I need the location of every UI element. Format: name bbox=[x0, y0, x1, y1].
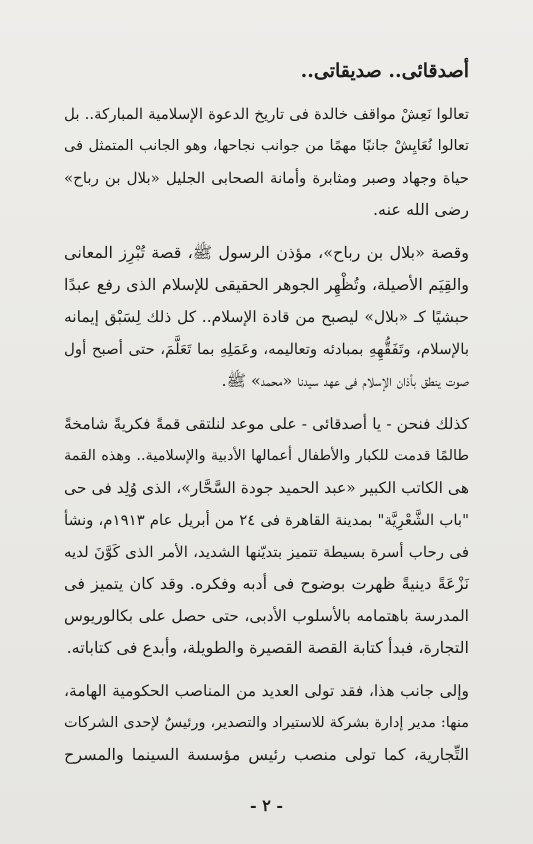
text-line: وقصة «بلال بن رباح»، مؤذن الرسول ﷺ، قصة تُبْرِز المعانى bbox=[64, 243, 469, 262]
page-heading: أصدقائى.. صديقاتى.. bbox=[300, 60, 469, 82]
paragraph-4 bbox=[64, 675, 469, 771]
paragraph-2 bbox=[64, 237, 469, 397]
text-line: كذلك فنحن - يا أصدقائى - على موعد لنلتقى قمةً فكريةً شامخةً bbox=[64, 415, 469, 433]
text-line: وإلى جانب هذا، فقد تولى العديد من المناصب الحكومية الهامة، bbox=[64, 682, 469, 700]
text-line: صوت ينطق بأذان الإسلام فى عهد سيدنا «محمد» ﷺ. bbox=[221, 371, 469, 390]
text-line: فى رحاب أسرة بسيطة تتميز بتديّنها الشديد، الأمر الذى كَوَّنَ لديه bbox=[64, 543, 469, 561]
text-line: طالمًا قدمت للكبار والأطفال أعمالها الأدبية والإسلامية.. وهذه القمة bbox=[64, 448, 469, 464]
text-line: منها: مدير إدارة بشركة للاستيراد والتصدير، ورئيسٌ لإحدى الشركات bbox=[64, 715, 469, 731]
text-line: حبشيًا كـ «بلال» ليصبح من قادة الإسلام.. كل ذلك لِسَبْق إيمانه bbox=[64, 308, 469, 326]
paragraph-1 bbox=[64, 98, 469, 226]
text-line: والقِيَم الأصيلة، وتُظْهِر الجوهر الحقيقى للإسلام الذى رفع عبدًا bbox=[64, 275, 469, 294]
text-line: هى الكاتب الكبير «عبد الحميد جودة السَّحَّار»، الذى وُلِد فى حى bbox=[64, 479, 469, 497]
text-line: التجارة، فبدأ كتابة القصة القصيرة والطويلة، وأبدع فى كتاباته. bbox=[66, 638, 469, 657]
text-line: تعالوا نُعَايِشْ جانبًا مهمًا من جوانب نجاحها، وهو الجانب المتمثل فى bbox=[64, 138, 469, 154]
text-line: رضى الله عنه. bbox=[372, 200, 469, 219]
text-line: حياة وجهاد وصبر ومثابرة وأمانة الصحابى الجليل «بلال بن رباح» bbox=[64, 169, 469, 187]
text-line: نَزْعَةً دينيةً ظهرت بوضوح فى أدبه وفكره. وقد كان يتميز فى bbox=[64, 574, 469, 593]
text-line: المدرسة باهتمامه بالأسلوب الأدبى، حتى حصل على بكالوريوس bbox=[64, 607, 469, 625]
paragraph-3 bbox=[64, 408, 469, 664]
page-number: - ٢ - bbox=[249, 796, 284, 815]
text-line: التِّجارية، كما تولى منصب رئيس مؤسسة السينما والمسرح bbox=[64, 745, 469, 764]
text-line: بالإسلام، وتَفَقُّهِهِ بمبادئه وتعاليمه، وعَمَلِهِ بما تَعَلَّمَ، حتى أصبح أول bbox=[64, 340, 469, 358]
text-line: تعالوا نَعِشْ مواقف خالدة فى تاريخ الدعوة الإسلامية المباركة.. بل bbox=[64, 105, 469, 123]
text-line: "باب الشَّعْرِيَّة" بمدينة القاهرة فى ٢٤ من أبريل عام ١٩١٣م، ونشأ bbox=[64, 511, 469, 529]
